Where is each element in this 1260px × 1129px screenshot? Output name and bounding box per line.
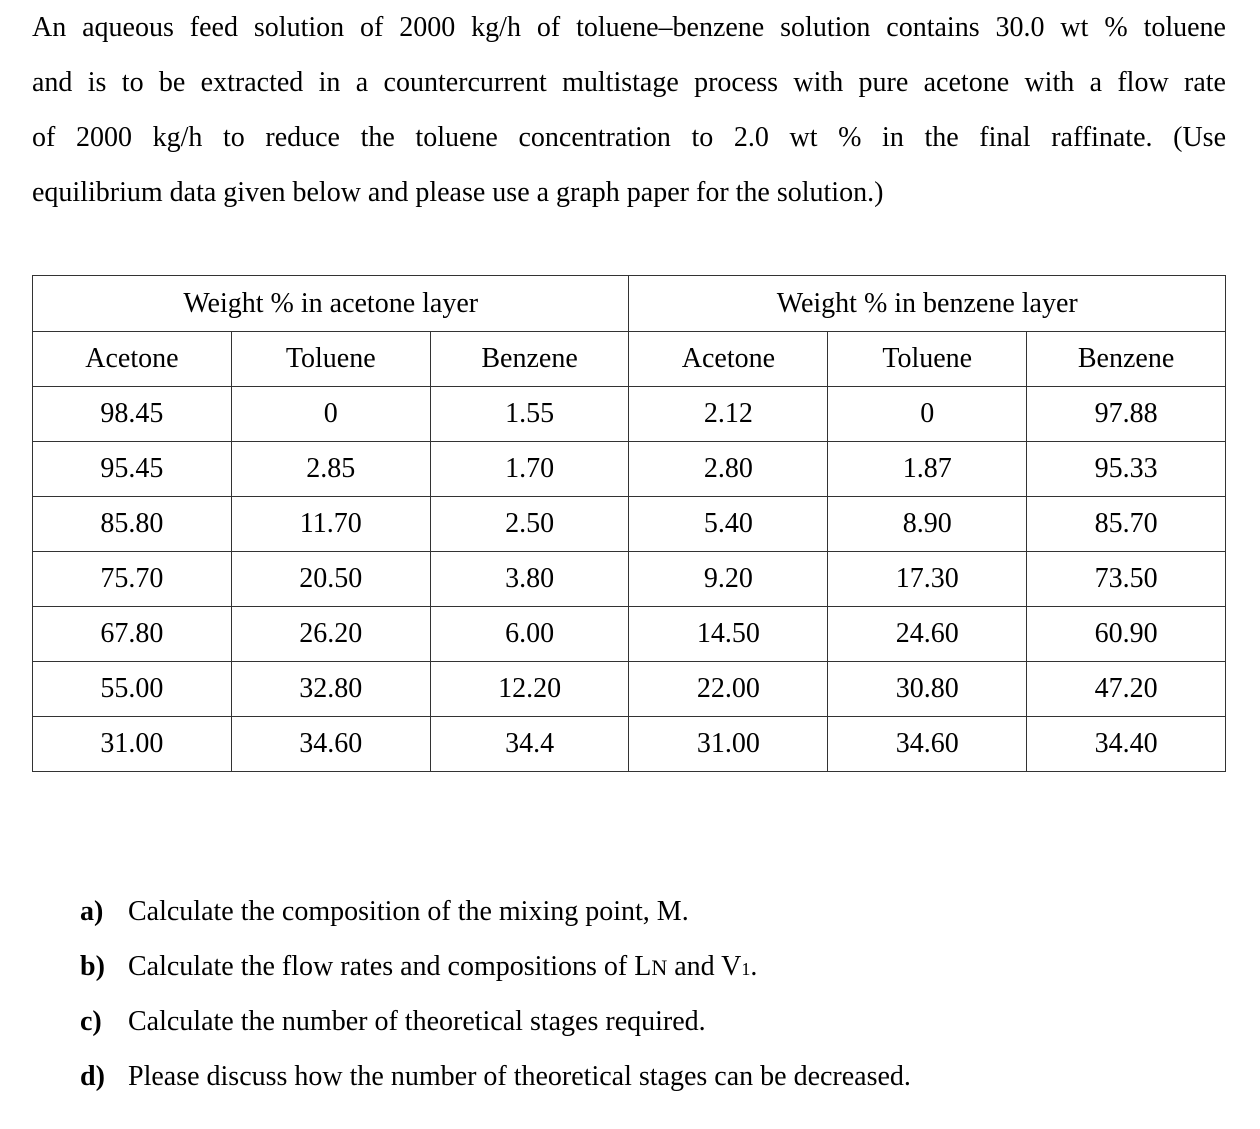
table-cell: 1.55 bbox=[430, 387, 629, 442]
table-cell: 73.50 bbox=[1027, 552, 1226, 607]
table-cell: 20.50 bbox=[231, 552, 430, 607]
subscript-1: 1 bbox=[741, 959, 751, 979]
question-item bbox=[80, 1049, 911, 1104]
column-header: Benzene bbox=[430, 332, 629, 387]
table-cell: 34.4 bbox=[430, 717, 629, 772]
question-text: Calculate the flow rates and compositions of L bbox=[128, 951, 652, 982]
table-cell: 17.30 bbox=[828, 552, 1027, 607]
table-cell: 2.85 bbox=[231, 442, 430, 497]
column-header: Benzene bbox=[1027, 332, 1226, 387]
problem-line-4: equilibrium data given below and please use a graph paper for the solution.) bbox=[32, 177, 884, 208]
table-cell: 55.00 bbox=[33, 662, 232, 717]
benzene-layer-header: Weight % in benzene layer bbox=[629, 276, 1226, 332]
equilibrium-data-table bbox=[32, 275, 1226, 772]
column-header: Acetone bbox=[629, 332, 828, 387]
table-cell: 9.20 bbox=[629, 552, 828, 607]
table-cell: 60.90 bbox=[1027, 607, 1226, 662]
table-cell: 67.80 bbox=[33, 607, 232, 662]
table-cell: 22.00 bbox=[629, 662, 828, 717]
group-header-row bbox=[33, 276, 1226, 332]
column-header: Toluene bbox=[231, 332, 430, 387]
question-marker: d) bbox=[80, 1061, 105, 1092]
table-cell: 14.50 bbox=[629, 607, 828, 662]
table-cell: 32.80 bbox=[231, 662, 430, 717]
question-text: Calculate the number of theoretical stages required. bbox=[128, 1006, 706, 1037]
table-row bbox=[33, 387, 1226, 442]
problem-line-3: of 2000 kg/h to reduce the toluene concentration to 2.0 wt % in the final raffinate. (Use bbox=[32, 122, 1226, 153]
question-text: Calculate the composition of the mixing point, M. bbox=[128, 896, 689, 927]
table-row bbox=[33, 607, 1226, 662]
table-row bbox=[33, 552, 1226, 607]
table-cell: 34.40 bbox=[1027, 717, 1226, 772]
table-cell: 2.12 bbox=[629, 387, 828, 442]
table-cell: 5.40 bbox=[629, 497, 828, 552]
table-cell: 1.70 bbox=[430, 442, 629, 497]
question-marker: a) bbox=[80, 896, 104, 927]
question-item bbox=[80, 994, 911, 1049]
problem-line-2: and is to be extracted in a countercurrent multistage process with pure acetone with a flow rate bbox=[32, 67, 1226, 98]
column-header: Toluene bbox=[828, 332, 1027, 387]
table-cell: 6.00 bbox=[430, 607, 629, 662]
question-list bbox=[80, 884, 911, 1104]
table-cell: 75.70 bbox=[33, 552, 232, 607]
table-cell: 85.70 bbox=[1027, 497, 1226, 552]
question-text-end: . bbox=[750, 951, 758, 982]
table-cell: 26.20 bbox=[231, 607, 430, 662]
question-item bbox=[80, 884, 911, 939]
table-row bbox=[33, 497, 1226, 552]
column-header-row bbox=[33, 332, 1226, 387]
table-cell: 2.50 bbox=[430, 497, 629, 552]
table-cell: 3.80 bbox=[430, 552, 629, 607]
column-header: Acetone bbox=[33, 332, 232, 387]
acetone-layer-header: Weight % in acetone layer bbox=[33, 276, 629, 332]
table-cell: 98.45 bbox=[33, 387, 232, 442]
question-text: Please discuss how the number of theoretical stages can be decreased. bbox=[128, 1061, 911, 1092]
table-cell: 34.60 bbox=[231, 717, 430, 772]
table-cell: 31.00 bbox=[629, 717, 828, 772]
problem-line-1: An aqueous feed solution of 2000 kg/h of toluene–benzene solution contains 30.0 wt % toluene bbox=[32, 12, 1226, 43]
table-cell: 1.87 bbox=[828, 442, 1027, 497]
table-cell: 95.33 bbox=[1027, 442, 1226, 497]
table-cell: 8.90 bbox=[828, 497, 1027, 552]
table-cell: 11.70 bbox=[231, 497, 430, 552]
table-cell: 2.80 bbox=[629, 442, 828, 497]
table-cell: 24.60 bbox=[828, 607, 1027, 662]
table-cell: 85.80 bbox=[33, 497, 232, 552]
table-cell: 0 bbox=[828, 387, 1027, 442]
question-item bbox=[80, 939, 911, 994]
table-cell: 97.88 bbox=[1027, 387, 1226, 442]
table-row bbox=[33, 662, 1226, 717]
table-cell: 31.00 bbox=[33, 717, 232, 772]
table-row bbox=[33, 442, 1226, 497]
table-cell: 30.80 bbox=[828, 662, 1027, 717]
table-cell: 0 bbox=[231, 387, 430, 442]
problem-statement bbox=[32, 0, 1226, 220]
question-marker: c) bbox=[80, 1006, 102, 1037]
question-marker: b) bbox=[80, 951, 105, 982]
table-cell: 34.60 bbox=[828, 717, 1027, 772]
table-row bbox=[33, 717, 1226, 772]
table-cell: 95.45 bbox=[33, 442, 232, 497]
table-cell: 12.20 bbox=[430, 662, 629, 717]
subscript-n: N bbox=[651, 955, 668, 980]
question-text-mid: and V bbox=[667, 951, 742, 982]
table-cell: 47.20 bbox=[1027, 662, 1226, 717]
